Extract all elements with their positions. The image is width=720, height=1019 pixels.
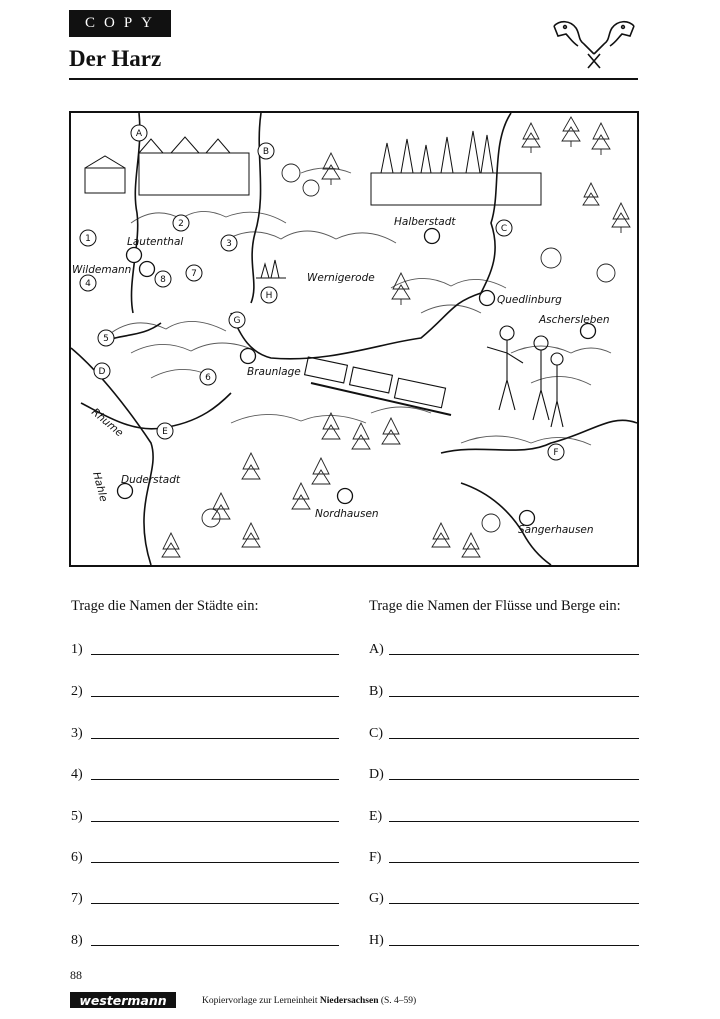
answer-line[interactable] [91,779,339,780]
rivers [71,113,637,565]
page-title: Der Harz [69,46,162,71]
city-answer-row [71,722,339,742]
answer-line[interactable] [389,738,639,739]
feature-answer-row [369,638,639,658]
marker-label-6: 6 [205,373,211,383]
answer-line[interactable] [91,654,339,655]
horse-logo-icon [548,14,640,70]
answer-line[interactable] [91,738,339,739]
city-label-nordhausen: Nordhausen [315,508,379,520]
city-answer-row [71,846,339,866]
answer-line[interactable] [91,821,339,822]
answer-label: E) [369,809,383,824]
river-label-rhume: Rhume [89,406,126,440]
marker-label-7: 7 [191,269,197,279]
answer-line[interactable] [91,862,339,863]
answer-label: H) [369,933,384,948]
footer-note-suffix: (S. 4–59) [378,996,417,1006]
answer-line[interactable] [389,903,639,904]
marker-label-c: C [500,224,508,234]
answer-label: F) [369,850,382,865]
city-answer-row [71,929,339,949]
marker-label-h: H [265,291,273,301]
marker-label-2: 2 [178,219,184,229]
answer-line[interactable] [389,654,639,655]
answer-label: 5) [71,809,83,824]
answer-line[interactable] [389,779,639,780]
marker-label-5: 5 [103,334,109,344]
feature-answer-row [369,887,639,907]
marker-label-g: G [233,316,241,326]
city-label-duderstadt: Duderstadt [121,474,180,486]
answer-label: 2) [71,684,83,699]
marker-label-e: E [162,427,168,437]
city-label-lautenthal: Lautenthal [127,236,184,248]
city-label-quedlinburg: Quedlinburg [497,294,562,306]
answer-label: B) [369,684,383,699]
marker-label-1: 1 [85,234,91,244]
answer-line[interactable] [91,696,339,697]
tree-icons [162,117,630,557]
city-answer-row [71,763,339,783]
marker-label-a: A [135,129,143,139]
answer-line[interactable] [389,696,639,697]
rivers-mountains-heading: Trage die Namen der Flüsse und Berge ein: [369,598,621,614]
cities-heading: Trage die Namen der Städte ein: [71,598,259,614]
marker-label-4: 4 [85,279,91,289]
hills [111,168,611,445]
answer-label: 1) [71,642,83,657]
letter-markers [94,125,564,460]
footer-note-bold: Niedersachsen [319,996,379,1006]
train-icon [305,357,451,415]
feature-answer-row [369,805,639,825]
feature-answer-row [369,680,639,700]
footer-note-prefix: Kopiervorlage zur Lerneinheit [202,996,320,1006]
city-label-wildemann: Wildemann [72,264,132,276]
city-answer-row [71,887,339,907]
answer-line[interactable] [91,945,339,946]
city-label-sangerhausen: Sangerhausen [518,524,594,536]
feature-answer-row [369,722,639,742]
answer-label: 3) [71,726,83,741]
city-answer-row [71,805,339,825]
answer-label: 8) [71,933,83,948]
city-label-aschersleben: Aschersleben [539,314,610,326]
city-label-braunlage: Braunlage [247,366,301,378]
publisher-logo: westermann [70,992,176,1008]
answer-line[interactable] [389,821,639,822]
answer-label: D) [369,767,384,782]
city-label-wernigerode: Wernigerode [307,272,375,284]
marker-label-d: D [98,367,106,377]
feature-answer-row [369,929,639,949]
answer-label: 7) [71,891,83,906]
answer-line[interactable] [389,945,639,946]
city-answer-row [71,680,339,700]
footer-note [202,996,416,1006]
page-number: 88 [70,968,82,982]
marker-label-8: 8 [160,275,166,285]
title-divider [69,78,638,80]
answer-label: A) [369,642,384,657]
answer-label: C) [369,726,383,741]
copy-badge: COPY [69,10,171,37]
marker-label-b: B [262,147,270,157]
answer-line[interactable] [389,862,639,863]
answer-label: 6) [71,850,83,865]
city-answer-row [71,638,339,658]
answer-label: G) [369,891,384,906]
feature-answer-row [369,763,639,783]
river-label-hahle: Hahle [90,470,110,504]
harz-map [69,111,639,567]
buildings [85,131,541,278]
answer-label: 4) [71,767,83,782]
marker-label-3: 3 [226,239,232,249]
answer-line[interactable] [91,903,339,904]
city-label-halberstadt: Halberstadt [394,216,456,228]
feature-answer-row [369,846,639,866]
marker-label-f: F [553,448,559,458]
